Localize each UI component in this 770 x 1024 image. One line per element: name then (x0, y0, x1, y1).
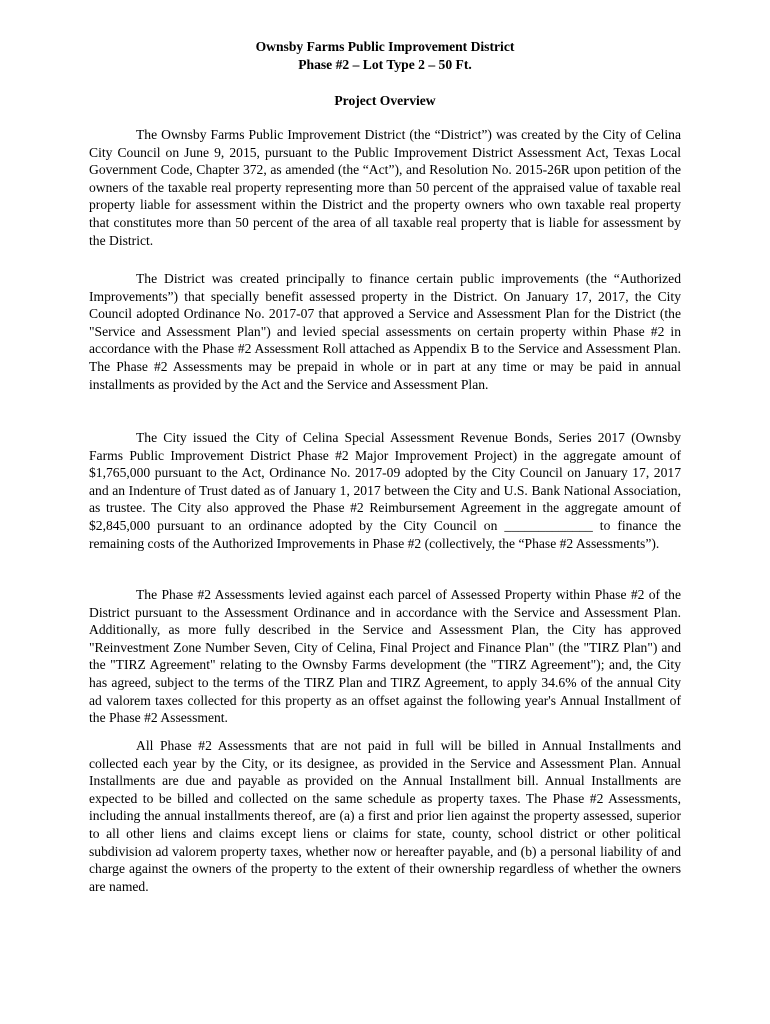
paragraph-district-creation: The Ownsby Farms Public Improvement District (the “District”) was created by the City of Celina City Council on June 9, 2015, pursuant to the Public Improvement District Assessment Act, Texas Local Government Code, Chapter 372, as amended (the “Act”), and Resolution No. 2015-26R upon petition of the owners of the taxable real property representing more than 50 percent of the appraised value of taxable real property liable for assessment within the District and the property owners who own taxable real property that constitutes more than 50 percent of the area of all taxable real property that is liable for assessment by the District. (89, 127, 681, 248)
paragraph-authorized-improvements: The District was created principally to finance certain public improvements (the “Authorized Improvements”) that specially benefit assessed property in the District. On January 17, 2017, the City Council adopted Ordinance No. 2017-07 that approved a Service and Assessment Plan for the District (the "Service and Assessment Plan") and levied special assessments on certain property within Phase #2 in accordance with the Phase #2 Assessment Roll attached as Appendix B to the Service and Assessment Plan. The Phase #2 Assessments may be prepaid in whole or in part at any time or may be paid in annual installments as provided by the Act and the Service and Assessment Plan. (89, 271, 681, 392)
document-title: Ownsby Farms Public Improvement District (255, 39, 515, 54)
paragraph-annual-installments: All Phase #2 Assessments that are not paid in full will be billed in Annual Installments and collected each year by the City, or its designee, as provided in the Service and Assessment Plan. Annual Installments are due and payable as provided on the Annual Installment bill. Annual Installments are expected to be billed and collected on the same schedule as property taxes. The Phase #2 Assessments, including the annual installments thereof, are (a) a first and prior lien against the property assessed, superior to all other liens and claims except liens or claims for state, county, school district or other political subdivision ad valorem property taxes, whether now or hereafter payable, and (b) a personal liability of and charge against the owners of the property to the extent of their ownership regardless of whether the owners are named. (89, 738, 681, 894)
paragraph-bonds-issued: The City issued the City of Celina Special Assessment Revenue Bonds, Series 2017 (Ownsby Farms Public Improvement District Phase #2 Major Improvement Project) in the aggregate amount of $1,765,000 pursuant to the Act, Ordinance No. 2017-09 adopted by the City Council on January 17, 2017 and an Indenture of Trust dated as of January 1, 2017 between the City and U.S. Bank National Association, as trustee. The City also approved the Phase #2 Reimbursement Agreement in the aggregate amount of $2,845,000 pursuant to an ordinance adopted by the City Council on _____________ to finance the remaining costs of the Authorized Improvements in Phase #2 (collectively, the “Phase #2 Assessments”). (89, 430, 681, 551)
paragraph-tirz-agreement: The Phase #2 Assessments levied against each parcel of Assessed Property within Phase #2 of the District pursuant to the Assessment Ordinance and in accordance with the Service and Assessment Plan. Additionally, as more fully described in the Service and Assessment Plan, the City has approved "Reinvestment Zone Number Seven, City of Celina, Final Project and Finance Plan" (the "TIRZ Plan") and the "TIRZ Agreement" relating to the Ownsby Farms development (the "TIRZ Agreement"); and, the City has agreed, subject to the terms of the TIRZ Plan and TIRZ Agreement, to apply 34.6% of the annual City ad valorem taxes collected for this property as an offset against the following year's Annual Installment of the Phase #2 Assessment. (89, 587, 681, 726)
section-heading: Project Overview (334, 93, 436, 108)
document-subtitle: Phase #2 – Lot Type 2 – 50 Ft. (298, 57, 472, 72)
